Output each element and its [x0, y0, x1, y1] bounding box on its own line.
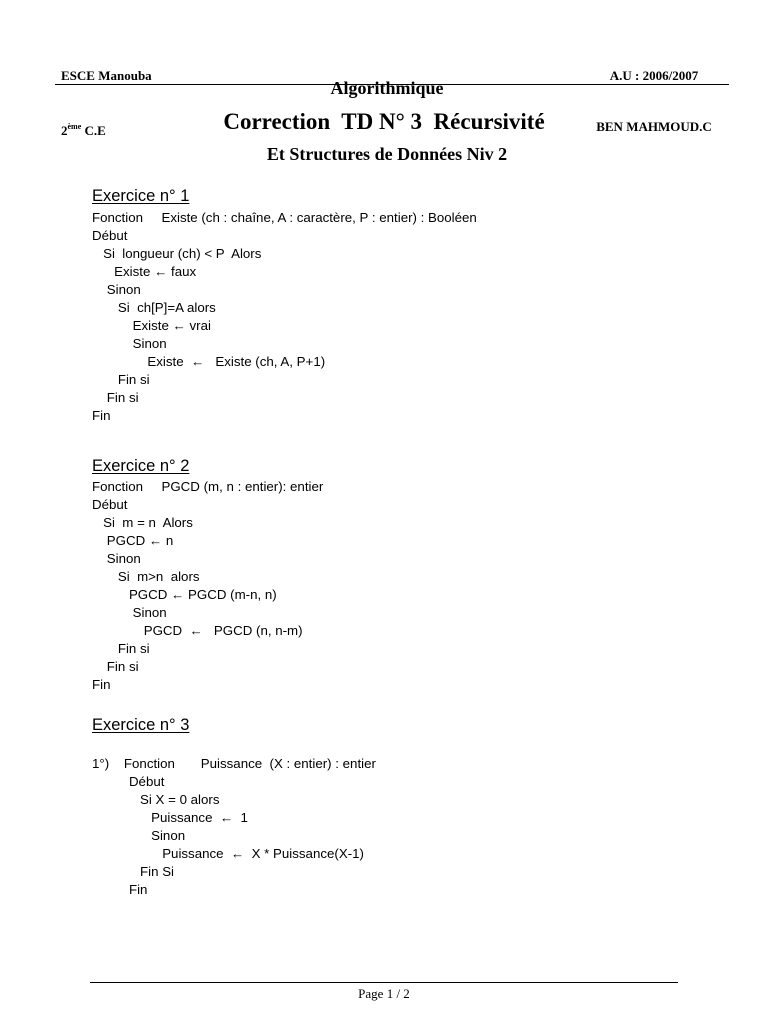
code-line: Sinon: [92, 336, 167, 351]
code-line: Puissance ← X * Puissance(X-1): [92, 846, 364, 861]
class-level: 2ème C.E: [61, 122, 106, 138]
header-divider: [55, 84, 729, 85]
code-line: Fin si: [92, 390, 139, 405]
code-line: Fin si: [92, 641, 150, 656]
code-line: Fin: [92, 408, 111, 423]
code-line: Fin si: [92, 372, 150, 387]
code-line: Fin si: [92, 659, 139, 674]
page-number: Page 1 / 2: [358, 986, 410, 1001]
code-line: Fin: [92, 882, 148, 897]
code-line: Sinon: [92, 605, 167, 620]
code-line: Si X = 0 alors: [92, 792, 220, 807]
code-line: Existe ← vrai: [92, 318, 211, 333]
code-line: Fin Si: [92, 864, 175, 879]
code-line: Fonction PGCD (m, n : entier): entier: [92, 479, 324, 494]
exercise-3-title: Exercice n° 3: [92, 716, 190, 734]
code-line: PGCD ← PGCD (m-n, n): [92, 587, 277, 602]
code-line: Début: [92, 497, 128, 512]
author-name: BEN MAHMOUD.C: [596, 119, 712, 134]
code-line: Si ch[P]=A alors: [92, 300, 216, 315]
code-line: Sinon: [92, 551, 141, 566]
code-line: Fonction Existe (ch : chaîne, A : caractère, P : entier) : Booléen: [92, 210, 477, 225]
code-line: PGCD ← n: [92, 533, 174, 548]
code-line: Puissance ← 1: [92, 810, 248, 825]
code-line: Si m>n alors: [92, 569, 200, 584]
code-line: Si longueur (ch) < P Alors: [92, 246, 262, 261]
course-subtitle: Et Structures de Données Niv 2: [266, 144, 508, 164]
exercise-2-title: Exercice n° 2: [92, 457, 190, 475]
code-line: Début: [92, 774, 165, 789]
exercise-1-title: Exercice n° 1: [92, 187, 190, 205]
code-line: Si m = n Alors: [92, 515, 193, 530]
course-title: Algorithmique: [330, 78, 444, 98]
footer-divider: [90, 982, 678, 983]
institution-name: ESCE Manouba: [61, 68, 152, 83]
code-line: Existe ← faux: [92, 264, 197, 279]
code-line: 1°) Fonction Puissance (X : entier) : entier: [92, 756, 376, 771]
code-line: PGCD ← PGCD (n, n-m): [92, 623, 303, 638]
code-line: Sinon: [92, 828, 186, 843]
code-line: Existe ← Existe (ch, A, P+1): [92, 354, 326, 369]
code-line: Fin: [92, 677, 111, 692]
page-title: Correction TD N° 3 Récursivité: [223, 109, 545, 134]
code-line: Début: [92, 228, 128, 243]
code-line: Sinon: [92, 282, 141, 297]
academic-year: A.U : 2006/2007: [609, 68, 699, 83]
